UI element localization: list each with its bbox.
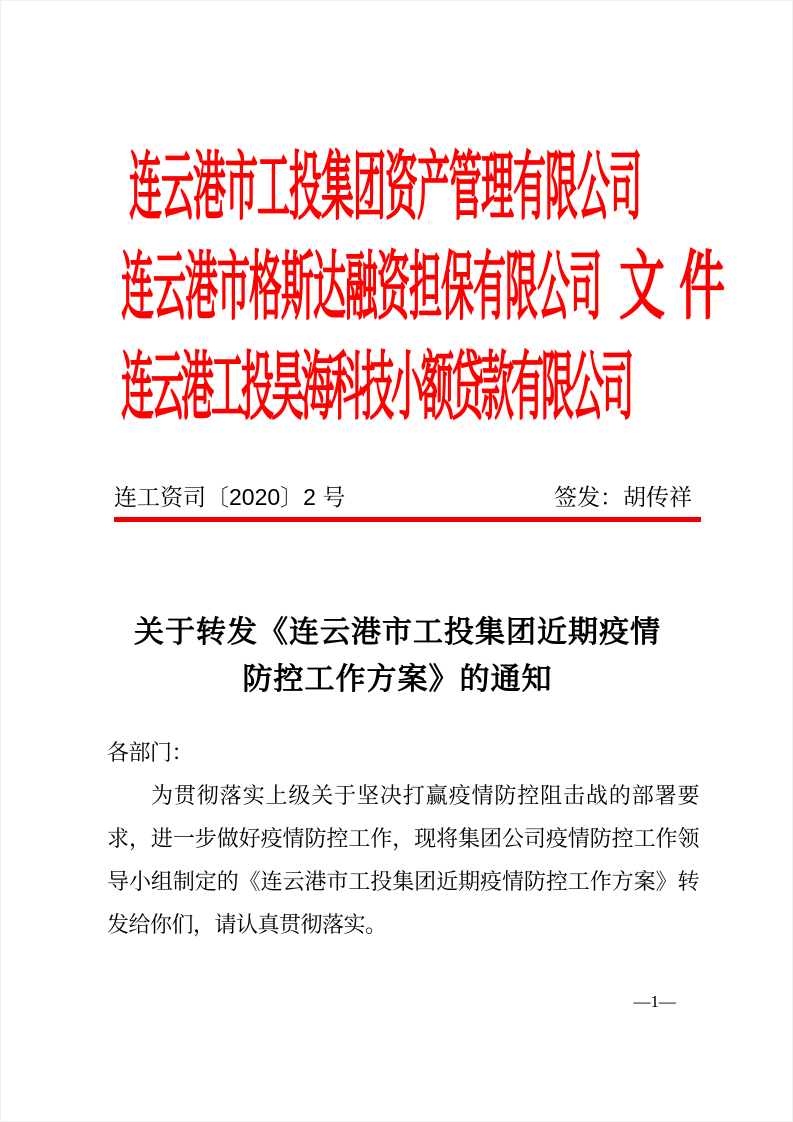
letterhead-company-2: 连云港市格斯达融资担保有限公司 (121, 247, 601, 331)
document-title-line-1: 关于转发《连云港市工投集团近期疫情 (134, 616, 661, 649)
letterhead-company-3: 连云港工投昊海科技小额贷款有限公司 (121, 347, 631, 431)
document-title (1, 609, 793, 703)
doc-info-row (114, 484, 692, 511)
doc-number: 连工资司〔2020〕2 号 (114, 484, 346, 510)
letterhead-wenjian-label: 文件 (619, 244, 739, 329)
document-body (107, 731, 699, 946)
salutation: 各部门： (107, 740, 194, 765)
body-paragraph: 为贯彻落实上级关于坚决打赢疫情防控阻击战的部署要求，进一步做好疫情防控工作，现将集团公司疫情防控工作领导小组制定的《连云港市工投集团近期疫情防控工作方案》转发给你们，请认真贯彻落实。 (107, 783, 699, 937)
document-title-line-2: 防控工作方案》的通知 (242, 663, 553, 696)
red-divider-rule (114, 517, 701, 522)
letterhead (121, 131, 739, 431)
letterhead-line-3 (121, 331, 739, 431)
page-number: —1— (633, 992, 676, 1011)
issuer-signature: 签发：胡传祥 (554, 484, 692, 510)
letterhead-line-1 (121, 131, 739, 231)
letterhead-line-2 (121, 231, 739, 331)
letterhead-company-1: 连云港市工投集团资产管理有限公司 (129, 147, 641, 231)
